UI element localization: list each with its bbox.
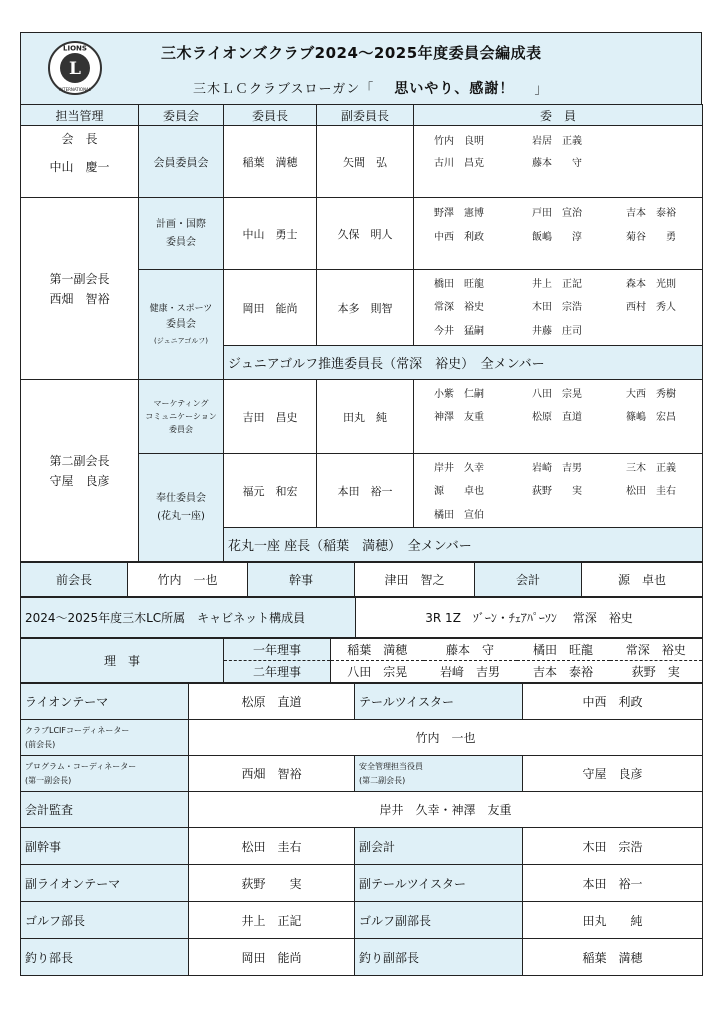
page-title: 三木ライオンズクラブ2024～2025年度委員会編成表 [161, 44, 542, 62]
role-label: 会計監査 [21, 792, 189, 828]
member-name: 菊谷 勇 [626, 232, 676, 243]
role-label: 副テールツイスター [355, 865, 523, 902]
member-name: 源 卓也 [434, 486, 484, 497]
junior-golf-note: ジュニアゴルフ推進委員長（常深 裕史） 全メンバー [224, 346, 703, 380]
col-header-chair: 委員長 [224, 105, 317, 126]
table-row [21, 902, 703, 939]
role-label [355, 756, 523, 792]
role-value: 松田 圭右 [189, 828, 355, 865]
member-name: 飯嶋 淳 [532, 232, 582, 243]
health-chair: 岡田 能尚 [224, 270, 317, 346]
member-name: 岩崎 吉男 [532, 463, 582, 474]
role-value: 岸井 久幸・神澤 友重 [189, 792, 703, 828]
marketing-chair: 吉田 昌史 [224, 380, 317, 454]
health-vice-chair: 本多 則智 [317, 270, 414, 346]
role-label: ライオンテーマ [21, 684, 189, 720]
role-label-sub: (第一副会長) [25, 775, 72, 785]
col-header-manager: 担当管理 [21, 105, 139, 126]
director-name: 八田 宗晃 [331, 661, 424, 683]
past-president-value: 竹内 一也 [128, 563, 248, 597]
logo-bottom-text: INTERNATIONAL [58, 87, 92, 92]
second-vp-name: 守屋 良彦 [49, 473, 110, 488]
service-members [414, 454, 703, 528]
member-name: 今井 猛嗣 [434, 326, 484, 337]
committee-name: 健康・スポーツ [149, 303, 213, 314]
second-vp-role: 第二副会長 [49, 453, 110, 468]
role-value: 松原 直道 [189, 684, 355, 720]
role-label: 副ライオンテーマ [21, 865, 189, 902]
member-name: 小紫 仁嗣 [434, 389, 484, 400]
second-vp-cell [21, 380, 139, 562]
table-header-row [21, 105, 703, 126]
role-label: 釣り副部長 [355, 939, 523, 976]
marketing-vice-chair: 田丸 純 [317, 380, 414, 454]
role-label: 副会計 [355, 828, 523, 865]
past-president-label: 前会長 [21, 563, 128, 597]
role-value: 田丸 純 [523, 902, 703, 939]
membership-chair: 稲葉 満穂 [224, 126, 317, 198]
committee-table [20, 104, 703, 562]
committee-marketing [139, 380, 224, 454]
member-name: 岩居 正義 [532, 136, 582, 147]
member-name: 野澤 憲博 [434, 208, 484, 219]
first-vp-cell [21, 198, 139, 380]
committee-subname: (ジュニアゴルフ) [154, 336, 208, 345]
directors-table [20, 638, 703, 683]
director-name: 稲葉 満穂 [331, 639, 424, 661]
role-value: 中西 利政 [523, 684, 703, 720]
committee-name: マーケティング [153, 399, 209, 408]
table-row [21, 639, 703, 661]
committee-name: 奉仕委員会 [156, 492, 206, 504]
role-label: ゴルフ副部長 [355, 902, 523, 939]
member-name: 岸井 久幸 [434, 463, 484, 474]
role-label: 釣り部長 [21, 939, 189, 976]
table-row [21, 126, 703, 198]
member-name: 大西 秀樹 [626, 389, 676, 400]
table-row [21, 865, 703, 902]
role-value: 稲葉 満穂 [523, 939, 703, 976]
treasurer-label: 会計 [475, 563, 582, 597]
role-label [21, 756, 189, 792]
role-value: 木田 宗浩 [523, 828, 703, 865]
table-row [21, 828, 703, 865]
planning-vice-chair: 久保 明人 [317, 198, 414, 270]
role-label: テールツイスター [355, 684, 523, 720]
planning-chair: 中山 勇士 [224, 198, 317, 270]
member-name: 八田 宗晃 [532, 389, 582, 400]
committee-name: 計画・国際 [156, 218, 206, 230]
director-name: 橘田 旺龍 [517, 639, 610, 661]
committee-name: 委員会 [166, 318, 196, 330]
membership-members [414, 126, 703, 198]
member-name: 三木 正義 [626, 463, 676, 474]
member-name: 井藤 庄司 [532, 326, 582, 337]
logo-text: LIONS [63, 44, 87, 53]
committee-membership: 会員委員会 [139, 126, 224, 198]
table-row [21, 684, 703, 720]
roster-header [20, 32, 702, 104]
role-label-line: 安全管理担当役員 [359, 761, 423, 771]
role-value: 本田 裕一 [523, 865, 703, 902]
member-name: 橘田 宣伯 [434, 510, 484, 521]
president-cell [21, 126, 139, 198]
cabinet-value: 3R 1Z ｿﾞｰﾝ・ﾁｪｱﾊﾟｰｿﾝ 常深 裕史 [356, 598, 703, 638]
roles-table [20, 683, 703, 976]
director-name: 藤本 守 [424, 639, 517, 661]
service-vice-chair: 本田 裕一 [317, 454, 414, 528]
role-label-sub: (前会長) [25, 739, 56, 749]
table-row [21, 792, 703, 828]
table-row [21, 720, 703, 756]
role-label: ゴルフ部長 [21, 902, 189, 939]
health-members [414, 270, 703, 346]
role-value: 荻野 実 [189, 865, 355, 902]
president-role: 会 長 [61, 132, 98, 146]
role-label-line: クラブLCIFコーディネーター [25, 725, 130, 735]
col-header-vice-chair: 副委員長 [317, 105, 414, 126]
col-header-members: 委 員 [414, 105, 703, 126]
member-name: 常深 裕史 [434, 302, 484, 313]
director-name: 荻野 実 [610, 661, 703, 683]
table-row [21, 598, 703, 638]
col-header-committee: 委員会 [139, 105, 224, 126]
slogan-text: 思いやり、感謝！ [394, 81, 515, 97]
role-label: 副幹事 [21, 828, 189, 865]
role-value: 井上 正記 [189, 902, 355, 939]
role-value: 西畑 智裕 [189, 756, 355, 792]
committee-name: 委員会 [169, 425, 193, 434]
member-name: 荻野 実 [532, 486, 582, 497]
member-name: 藤本 守 [532, 158, 582, 169]
president-name: 中山 慶一 [49, 160, 110, 174]
officers-table [20, 562, 703, 597]
first-year-label: 一年理事 [224, 639, 331, 661]
committee-name: 委員会 [166, 236, 196, 248]
cabinet-table [20, 597, 703, 638]
member-name: 中西 利政 [434, 232, 484, 243]
logo-letter: L [69, 59, 81, 79]
committee-subname: (花丸一座) [157, 510, 205, 522]
slogan-suffix: 」 [534, 82, 549, 97]
member-name: 松田 圭右 [626, 486, 676, 497]
member-name: 神澤 友重 [434, 412, 484, 423]
table-row [21, 563, 703, 597]
member-name: 古川 昌克 [434, 158, 484, 169]
member-name: 西村 秀人 [626, 302, 676, 313]
director-name: 岩﨑 吉男 [424, 661, 517, 683]
committee-service [139, 454, 224, 562]
committee-planning-intl [139, 198, 224, 270]
role-value: 竹内 一也 [189, 720, 703, 756]
membership-vice-chair: 矢間 弘 [317, 126, 414, 198]
secretary-label: 幹事 [248, 563, 355, 597]
committee-name: コミュニケーション [145, 412, 217, 421]
marketing-members [414, 380, 703, 454]
treasurer-value: 源 卓也 [582, 563, 703, 597]
cabinet-label: 2024～2025年度三木LC所属 キャビネット構成員 [21, 598, 356, 638]
member-name: 井上 正記 [532, 279, 582, 290]
member-name: 松原 直道 [532, 412, 582, 423]
director-name: 常深 裕史 [610, 639, 703, 661]
role-value: 守屋 良彦 [523, 756, 703, 792]
member-name: 吉本 泰裕 [626, 208, 676, 219]
role-label-line: プログラム・コーディネーター [25, 761, 137, 771]
table-row [21, 756, 703, 792]
member-name: 木田 宗浩 [532, 302, 582, 313]
role-label [21, 720, 189, 756]
lions-logo-icon [47, 40, 103, 96]
role-label-sub: (第二副会長) [359, 775, 406, 785]
member-name: 森本 光則 [626, 279, 676, 290]
slogan-prefix: 三木ＬＣクラブスローガン「 [193, 82, 375, 97]
secretary-value: 津田 智之 [355, 563, 475, 597]
member-name: 橋田 旺龍 [434, 279, 484, 290]
table-row [21, 939, 703, 976]
committee-roster-page [20, 32, 702, 976]
first-vp-name: 西畑 智裕 [49, 291, 110, 306]
club-slogan [193, 78, 549, 98]
member-name: 戸田 宣治 [532, 208, 582, 219]
second-year-label: 二年理事 [224, 661, 331, 683]
directors-label: 理 事 [21, 639, 224, 683]
table-row [21, 198, 703, 270]
member-name: 竹内 良明 [434, 136, 484, 147]
committee-health-sports [139, 270, 224, 380]
service-chair: 福元 和宏 [224, 454, 317, 528]
member-name: 篠嶋 宏昌 [626, 412, 676, 423]
first-vp-role: 第一副会長 [49, 271, 110, 286]
table-row [21, 380, 703, 454]
hanamaru-note: 花丸一座 座長（稲葉 満穂） 全メンバー [224, 528, 703, 562]
role-value: 岡田 能尚 [189, 939, 355, 976]
planning-members [414, 198, 703, 270]
director-name: 吉本 泰裕 [517, 661, 610, 683]
